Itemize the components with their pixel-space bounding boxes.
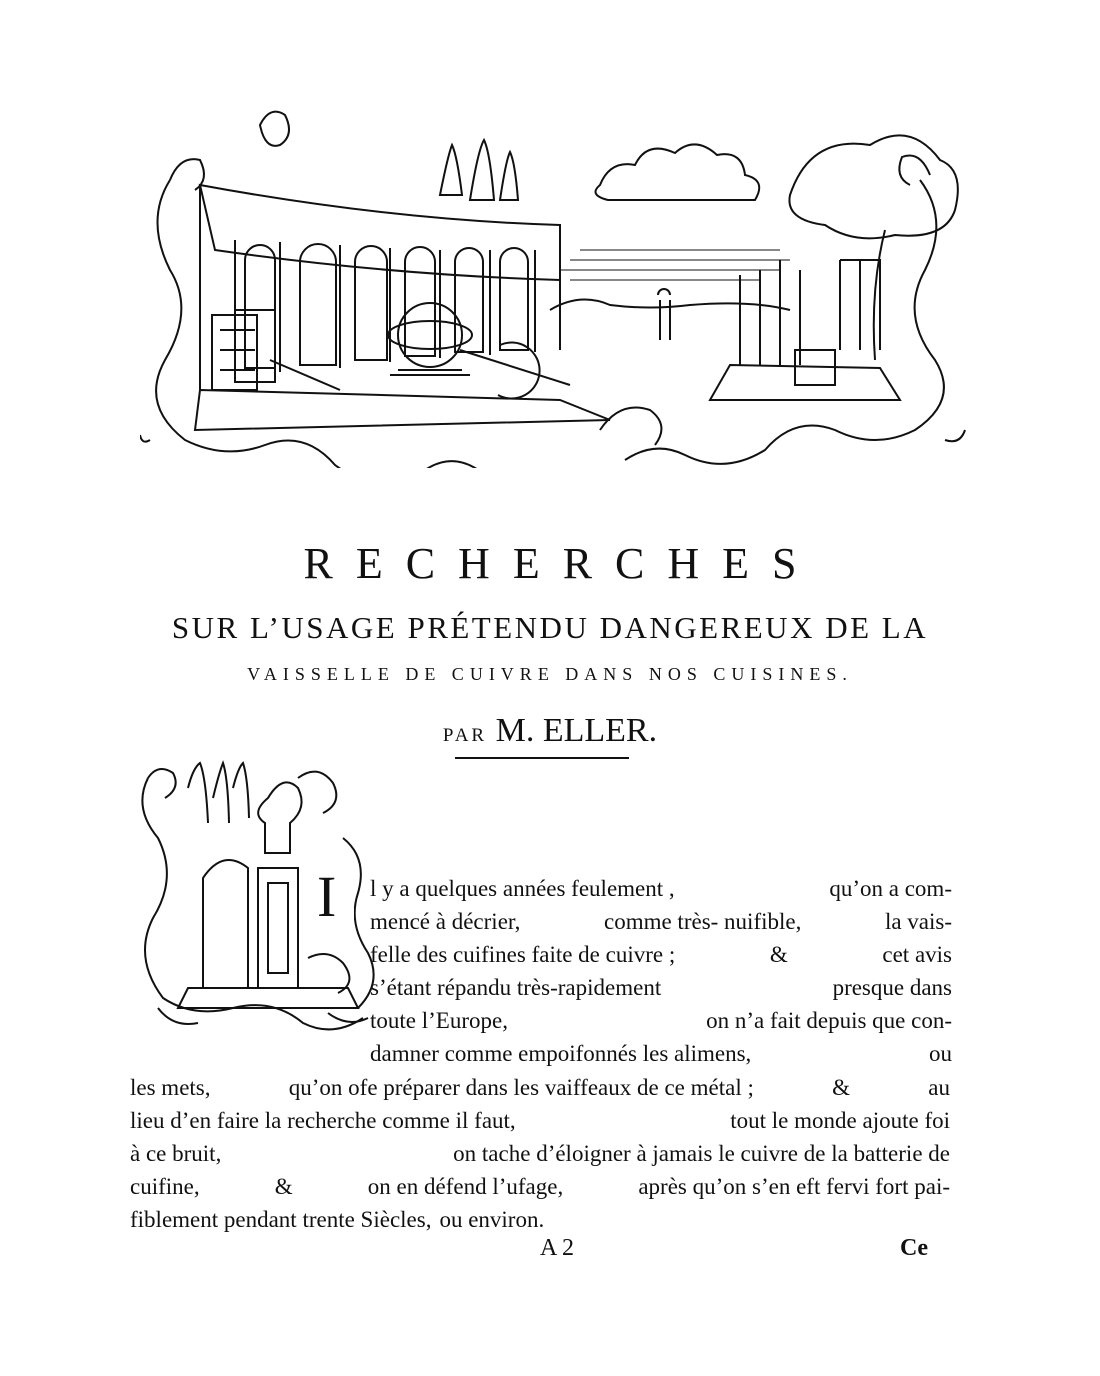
headpiece-engraving	[140, 100, 968, 468]
text-line: toute l’Europe, on n’a fait depuis que con-	[370, 1008, 952, 1033]
text-line: à ce bruit, on tache d’éloigner à jamais le cuivre de la batterie de	[130, 1141, 950, 1166]
decorated-initial	[128, 758, 384, 1042]
signature-mark: A 2	[540, 1235, 575, 1261]
full-width-paragraph	[130, 1071, 950, 1236]
drop-cap: I	[317, 864, 337, 929]
catchword: Ce	[900, 1235, 928, 1261]
text-line: les mets, qu’on ofe préparer dans les vaiffeaux de ce métal ; & au	[130, 1075, 950, 1100]
subtitle-continued: VAISSELLE DE CUIVRE DANS NOS CUISINES.	[247, 664, 853, 684]
text-line: felle des cuifines faite de cuivre ; & cet avis	[370, 942, 952, 967]
indented-paragraph	[370, 872, 952, 1070]
text-line: l y a quelques années feulement , qu’on a com-	[370, 876, 952, 901]
page-title: RECHERCHES	[303, 539, 820, 588]
text-line: s’étant répandu très-rapidement presque dans	[370, 975, 952, 1000]
text-line: mencé à décrier, comme très- nuifible, la vais-	[370, 909, 952, 934]
author-prefix: PAR	[442, 725, 488, 746]
subtitle: SUR L’USAGE PRÉTENDU DANGEREUX DE LA	[171, 610, 929, 645]
text-line: damner comme empoifonnés les alimens, ou	[370, 1041, 952, 1066]
text-line: fiblement pendant trente Siècles, ou environ.	[130, 1207, 545, 1232]
author-name: M. ELLER.	[495, 712, 658, 749]
title-rule	[455, 757, 629, 759]
text-line: lieu d’en faire la recherche comme il faut, tout le monde ajoute foi	[130, 1108, 950, 1133]
author-line	[0, 712, 1100, 750]
text-line: cuifine, & on en défend l’ufage, après qu’on s’en eft fervi fort pai-	[130, 1174, 950, 1199]
